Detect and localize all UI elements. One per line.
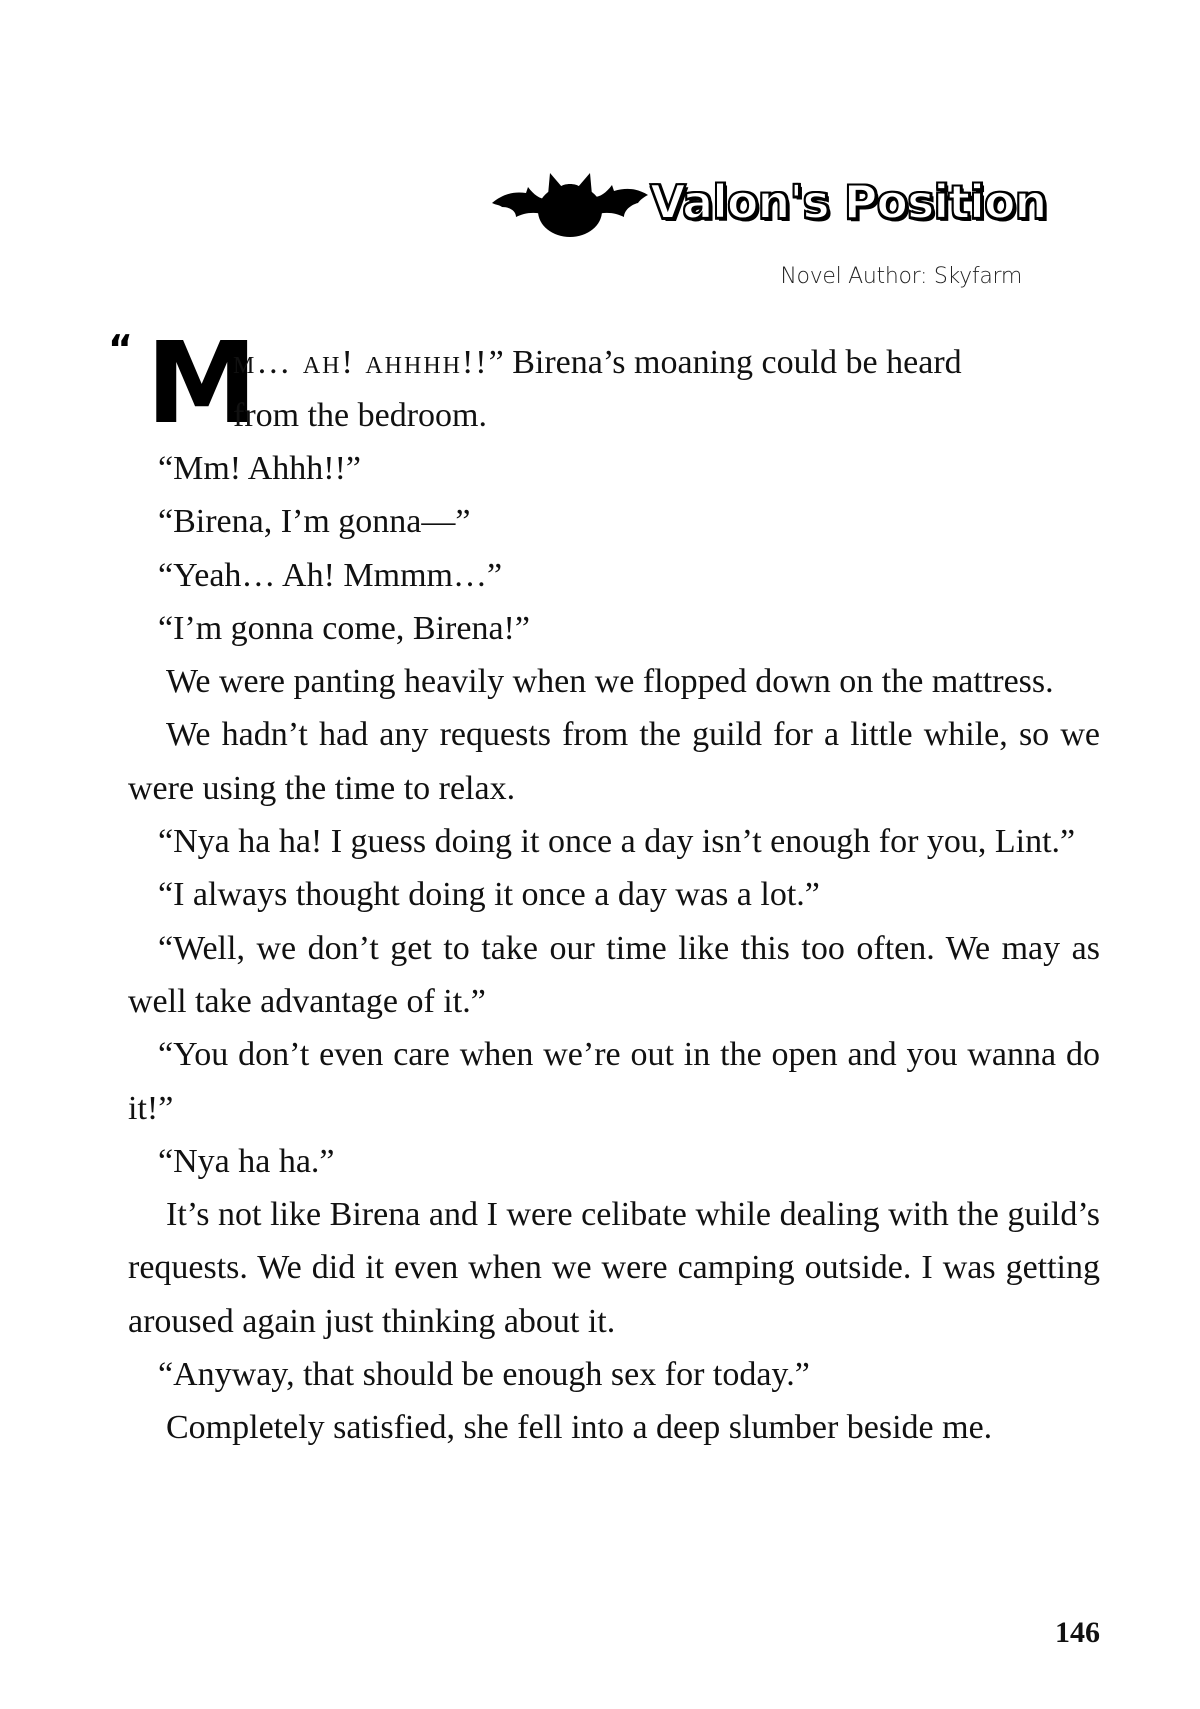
opening-paragraph (108, 319, 1100, 449)
paragraph: It’s not like Birena and I were celibate while dealing with the guild’s requests. We did it even when we were camping outside. I was getting aroused again just thinking about it. (128, 1196, 1100, 1340)
paragraph: “Mm! Ahhh!!” (158, 450, 362, 487)
opening-line-1-rest: ” Birena’s moaning could be heard (488, 344, 962, 381)
body-text (108, 319, 1100, 1455)
paragraph: “You don’t even care when we’re out in the open and you wanna do it!” (128, 1036, 1100, 1127)
opening-smallcaps: m… ah! ahhhh!! (233, 344, 489, 381)
paragraph: We were panting heavily when we flopped down on the mattress. (166, 663, 1054, 701)
chapter-title (640, 172, 1056, 236)
paragraph: “Anyway, that should be enough sex for today.” (158, 1356, 810, 1394)
paragraph: “I’m gonna come, Birena!” (158, 609, 530, 647)
drop-cap: M (146, 319, 256, 449)
paragraph: “Nya ha ha.” (158, 1142, 335, 1180)
paragraph: “Yeah… Ah! Mmmm…” (158, 556, 503, 594)
paragraph: “Birena, I’m gonna—” (158, 503, 471, 541)
opening-line-1 (233, 336, 962, 389)
paragraph: Completely satisfied, she fell into a deep slumber beside me. (166, 1409, 993, 1447)
paragraph: “Nya ha ha! I guess doing it once a day isn’t enough for you, Lint.” (158, 823, 1076, 861)
opening-line-2: from the bedroom. (233, 397, 487, 434)
opening-quote-mark: “ (108, 327, 133, 371)
paragraph: “Well, we don’t get to take our time like this too often. We may as well take advantage of it.” (128, 929, 1100, 1020)
chapter-header (490, 160, 1047, 250)
chapter-title-text: Valon's Position (650, 175, 1047, 229)
paragraph: “I always thought doing it once a day was a lot.” (158, 876, 820, 914)
page-number: 146 (1055, 1616, 1100, 1649)
bat-icon (490, 165, 650, 240)
author-credit: Novel Author: Skyfarm (780, 264, 1022, 289)
paragraph: We hadn’t had any requests from the guild for a little while, so we were using the time to relax. (128, 716, 1100, 807)
